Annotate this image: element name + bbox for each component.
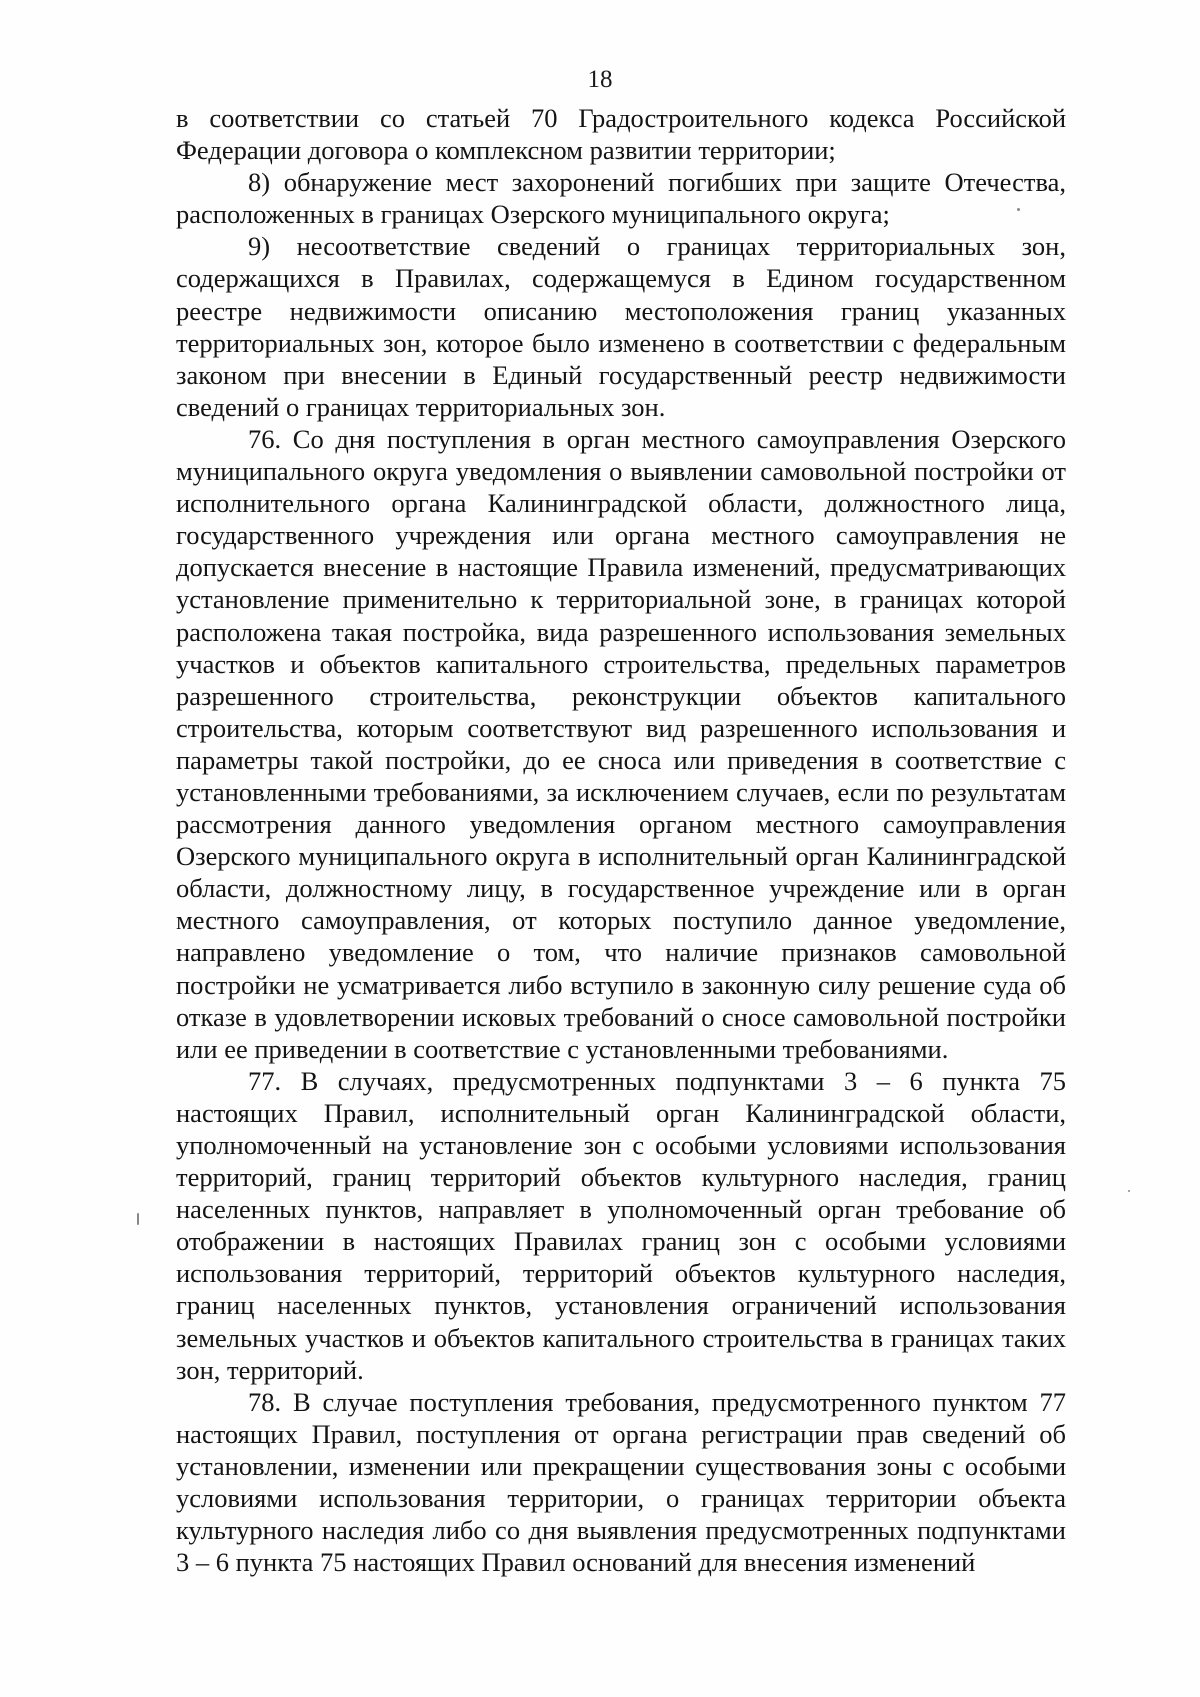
scan-speck xyxy=(1017,208,1020,211)
scan-speck xyxy=(137,1213,139,1225)
paragraph-item-9: 9) несоответствие сведений о границах территориальных зон, содержащихся в Правилах, содержащемуся в Едином государственном реестре недвижимости описанию местоположения границ указанных территориальных зон, которое было изменено в соответствии с федеральным законом при внесении в Единый государственный реестр недвижимости сведений о границах территориальных зон. xyxy=(176,231,1066,422)
scan-speck xyxy=(1128,1190,1130,1192)
page-number: 18 xyxy=(587,66,613,93)
paragraph-clause-76: 76. Со дня поступления в орган местного самоуправления Озерского муниципального округа уведомления о выявлении самовольной постройки от исполнительного органа Калининградской области, должностного лица, государственного учреждения или органа местного самоуправления не допускается внесение в настоящие Правила изменений, предусматривающих установление применительно к территориальной зоне, в границах которой расположена такая постройка, вида разрешенного использования земельных участков и объектов капитального строительства, предельных параметров разрешенного строительства, реконструкции объектов капитального строительства, которым соответствуют вид разрешенного использования и параметры такой постройки, до ее сноса или приведения в соответствие с установленными требованиями, за исключением случаев, если по результатам рассмотрения данного уведомления органом местного самоуправления Озерского муниципального округа в исполнительный орган Калининградской области, должностному лицу, в государственное учреждение или в орган местного самоуправления, от которых поступило данное уведомление, направлено уведомление о том, что наличие признаков самовольной постройки не усматривается либо вступило в законную силу решение суда об отказе в удовлетворении исковых требований о сносе самовольной постройки или ее приведении в соответствие с установленными требованиями. xyxy=(176,423,1066,1064)
paragraph-clause-77: 77. В случаях, предусмотренных подпунктами 3 – 6 пункта 75 настоящих Правил, исполнительный орган Калининградской области, уполномоченный на установление зон с особыми условиями использования территорий, границ территорий объектов культурного наследия, границ населенных пунктов, направляет в уполномоченный орган требование об отображении в настоящих Правилах границ зон с особыми условиями использования территорий, территорий объектов культурного наследия, границ населенных пунктов, установления ограничений использования земельных участков и объектов капитального строительства в границах таких зон, территорий. xyxy=(176,1065,1066,1385)
paragraph-clause-78: 78. В случае поступления требования, предусмотренного пунктом 77 настоящих Правил, поступления от органа регистрации прав сведений об установлении, изменении или прекращении существования зоны с особыми условиями использования территории, о границах территории объекта культурного наследия либо со дня выявления предусмотренных подпунктами 3 – 6 пункта 75 настоящих Правил оснований для внесения изменений xyxy=(176,1386,1066,1578)
document-body xyxy=(176,102,1066,1578)
paragraph-item-8: 8) обнаружение мест захоронений погибших при защите Отечества, расположенных в границах Озерского муниципального округа; xyxy=(176,167,1066,230)
paragraph-continuation: в соответствии со статьей 70 Градостроительного кодекса Российской Федерации договора о комплексном развитии территории; xyxy=(176,103,1066,166)
